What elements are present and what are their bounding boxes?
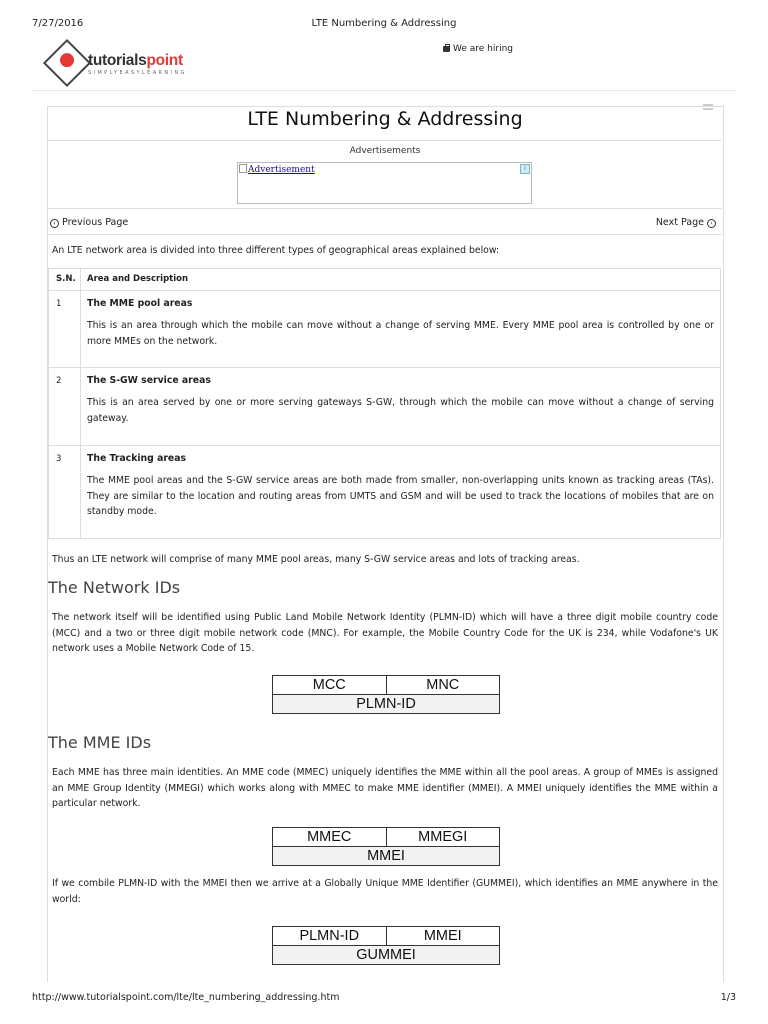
row-description: The MME pool areas and the S-GW service areas are both made from smaller, non-overlapping units known as tracking areas (TAs). They are similar to the location and routing areas from UMTS and GSM and will be used to track the locations of mobiles that are on standby mode. (87, 475, 714, 517)
previous-page-link[interactable] (50, 217, 128, 228)
plmn-id-diagram (272, 675, 500, 714)
divider (48, 234, 722, 235)
section-heading-network-ids: The Network IDs (48, 578, 181, 597)
ad-banner[interactable] (237, 162, 532, 204)
row-title: The MME pool areas (87, 298, 193, 309)
row-sn: 1 (49, 291, 81, 367)
summary-paragraph: Thus an LTE network will comprise of many MME pool areas, many S-GW service areas and lots of tracking areas. (52, 554, 580, 565)
next-page-link[interactable] (656, 217, 716, 228)
gummei-diagram (272, 926, 500, 965)
diagram-cell-plmn-id: PLMN-ID (273, 695, 499, 713)
next-page-label: Next Page (655, 217, 704, 228)
gummei-paragraph: If we combile PLMN-ID with the MMEI then we arrive at a Globally Unique MME Identifier (GUMMEI), which identifies an MME anywhere in the world: (52, 878, 718, 905)
table-row (49, 290, 720, 367)
row-title: The S-GW service areas (87, 375, 211, 386)
table-row (49, 445, 720, 538)
circle-arrow-left-icon: ‹ (50, 219, 59, 228)
logo-emblem-icon (43, 39, 91, 87)
row-description: This is an area served by one or more serving gateways S-GW, through which the mobile can move without a change of serving gateway. (87, 397, 714, 424)
logo-tagline: SIMPLYEASYLEARNING (88, 70, 187, 76)
site-header (32, 38, 736, 91)
hiring-link[interactable] (443, 44, 513, 54)
print-date: 7/27/2016 (32, 18, 84, 29)
print-title: LTE Numbering & Addressing (311, 18, 457, 29)
circle-arrow-right-icon: › (707, 219, 716, 228)
table-header-row (49, 269, 720, 290)
row-description: This is an area through which the mobile can move without a change of serving MME. Every MME pool area is controlled by one or more MMEs on the network. (87, 320, 714, 347)
mmei-diagram (272, 827, 500, 866)
diagram-cell-mmec: MMEC (307, 829, 352, 845)
diagram-cell-mmei: MMEI (386, 927, 500, 945)
network-ids-paragraph: The network itself will be identified using Public Land Mobile Network Identity (PLMN-ID) which will have a three digit mobile country code (MCC) and a two or three digit mobile network code (MNC). For example, the Mobile Country Code for the UK is 234, while Vodafone's UK network uses a Mobile Network Code of 15. (52, 612, 718, 654)
row-title: The Tracking areas (87, 453, 187, 464)
table-row (49, 367, 720, 445)
page-title: LTE Numbering & Addressing (247, 108, 523, 130)
diagram-cell-mmei: MMEI (273, 847, 499, 865)
diagram-cell-plmn-id: PLMN-ID (299, 928, 360, 944)
column-header-description: Area and Description (87, 274, 189, 284)
hiring-label: We are hiring (453, 44, 514, 54)
areas-table (48, 268, 721, 539)
adchoices-icon[interactable]: i (520, 164, 530, 174)
print-url: http://www.tutorialspoint.com/lte/lte_numbering_addressing.htm (32, 992, 340, 1003)
intro-paragraph: An LTE network area is divided into three different types of geographical areas explained below: (52, 245, 500, 256)
section-heading-mme-ids: The MME IDs (48, 733, 152, 752)
diagram-cell-mcc: MCC (312, 677, 346, 693)
divider (48, 208, 722, 209)
print-header (32, 18, 736, 32)
row-sn: 2 (49, 368, 81, 445)
print-footer (32, 992, 736, 1006)
column-header-sn: S.N. (49, 269, 81, 290)
ad-image-alt: Advertisement (239, 164, 315, 175)
logo-wordmark: tutorialspoint (88, 52, 183, 69)
briefcase-icon (443, 46, 450, 52)
print-page-number: 1/3 (720, 992, 736, 1003)
diagram-cell-mnc: MNC (386, 676, 500, 694)
divider (48, 140, 722, 141)
ads-label: Advertisements (349, 146, 421, 156)
diagram-cell-mmegi: MMEGI (386, 828, 500, 846)
row-sn: 3 (49, 446, 81, 538)
mme-ids-paragraph: Each MME has three main identities. An MME code (MMEC) uniquely identifies the MME within all the pool areas. A group of MMEs is assigned an MME Group Identity (MMEGI) which works along with MMEC to make MME identifier (MMEI). A MMEI uniquely identifies the MME within a particular network. (52, 767, 718, 809)
previous-page-label: Previous Page (62, 217, 129, 228)
site-logo[interactable] (46, 42, 196, 84)
diagram-cell-gummei: GUMMEI (273, 946, 499, 964)
